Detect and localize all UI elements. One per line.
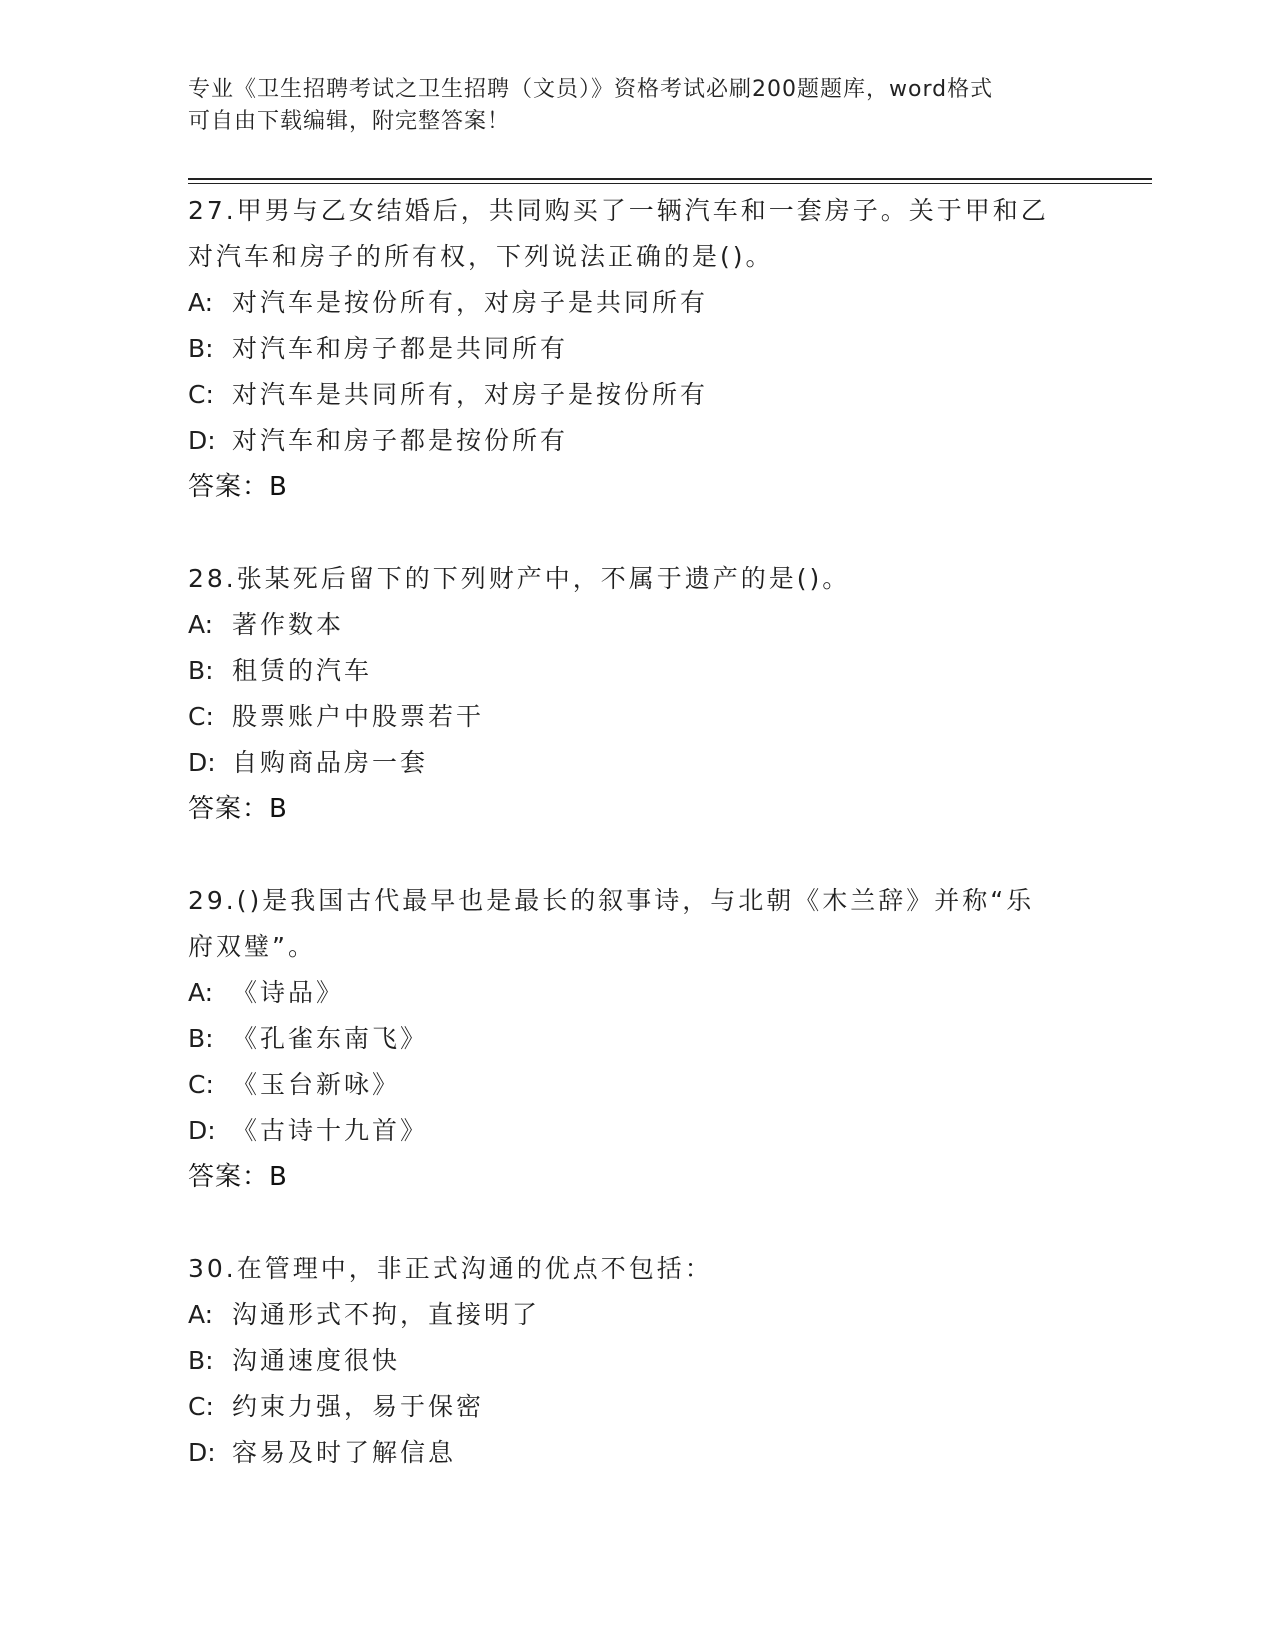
option-text: 股票账户中股票若干 — [232, 702, 485, 731]
stem-line: 对汽车和房子的所有权，下列说法正确的是()。 — [188, 242, 774, 271]
answer: 答案：B — [188, 1162, 288, 1192]
option-text: 对汽车是共同所有，对房子是按份所有 — [232, 380, 709, 409]
option-text: 约束力强，易于保密 — [232, 1392, 485, 1421]
option-letter: B: — [188, 656, 214, 685]
option-text: 《玉台新咏》 — [232, 1070, 401, 1099]
option-text: 沟通速度很快 — [232, 1346, 401, 1375]
answer: 答案：B — [188, 794, 288, 824]
option-text: 对汽车和房子都是按份所有 — [232, 426, 569, 455]
option-letter: C: — [188, 1392, 214, 1421]
option-letter: C: — [188, 380, 214, 409]
option-letter: C: — [188, 1070, 214, 1099]
question-spacer — [188, 1200, 1088, 1246]
question-stem — [188, 878, 1088, 970]
option-d — [188, 418, 1088, 464]
option-d — [188, 740, 1088, 786]
option-letter: B: — [188, 1024, 214, 1053]
header-line-2: 可自由下载编辑，附完整答案！ — [188, 109, 511, 134]
option-letter: D: — [188, 426, 216, 455]
option-text: 对汽车是按份所有，对房子是共同所有 — [232, 288, 709, 317]
option-letter: A: — [188, 978, 214, 1007]
question-list — [188, 188, 1088, 1476]
question-stem — [188, 556, 1088, 602]
option-a — [188, 1292, 1088, 1338]
answer: 答案：B — [188, 472, 288, 502]
question-stem — [188, 1246, 1088, 1292]
option-letter: A: — [188, 1300, 214, 1329]
question-spacer — [188, 510, 1088, 556]
option-a — [188, 970, 1088, 1016]
option-b — [188, 326, 1088, 372]
question-29 — [188, 878, 1088, 1200]
question-28 — [188, 556, 1088, 832]
option-letter: A: — [188, 288, 214, 317]
option-text: 自购商品房一套 — [232, 748, 429, 777]
option-b — [188, 1016, 1088, 1062]
option-b — [188, 648, 1088, 694]
stem-line: 27.甲男与乙女结婚后，共同购买了一辆汽车和一套房子。关于甲和乙 — [188, 196, 1049, 225]
option-text: 《古诗十九首》 — [232, 1116, 429, 1145]
question-spacer — [188, 832, 1088, 878]
option-c — [188, 372, 1088, 418]
question-27 — [188, 188, 1088, 510]
stem-line: 28.张某死后留下的下列财产中，不属于遗产的是()。 — [188, 564, 851, 593]
option-c — [188, 1384, 1088, 1430]
option-c — [188, 694, 1088, 740]
option-a — [188, 602, 1088, 648]
option-text: 《诗品》 — [232, 978, 345, 1007]
option-text: 沟通形式不拘，直接明了 — [232, 1300, 541, 1329]
option-letter: C: — [188, 702, 214, 731]
option-letter: A: — [188, 610, 214, 639]
option-a — [188, 280, 1088, 326]
header-divider-thin — [188, 183, 1152, 184]
stem-line: 30.在管理中，非正式沟通的优点不包括： — [188, 1254, 713, 1283]
option-letter: D: — [188, 1116, 216, 1145]
option-c — [188, 1062, 1088, 1108]
option-text: 容易及时了解信息 — [232, 1438, 457, 1467]
option-text: 对汽车和房子都是共同所有 — [232, 334, 569, 363]
question-stem — [188, 188, 1088, 280]
stem-line: 29.()是我国古代最早也是最长的叙事诗，与北朝《木兰辞》并称“乐 — [188, 886, 1035, 915]
option-d — [188, 1430, 1088, 1476]
stem-line: 府双璧”。 — [188, 932, 316, 961]
option-letter: B: — [188, 334, 214, 363]
option-b — [188, 1338, 1088, 1384]
header-line-1: 专业《卫生招聘考试之卫生招聘（文员）》资格考试必刷200题题库，word格式 — [188, 77, 994, 102]
header-divider-thick — [188, 178, 1152, 180]
question-30 — [188, 1246, 1088, 1476]
option-text: 租赁的汽车 — [232, 656, 373, 685]
option-letter: D: — [188, 748, 216, 777]
option-d — [188, 1108, 1088, 1154]
option-letter: D: — [188, 1438, 216, 1467]
document-header — [188, 74, 1088, 138]
option-letter: B: — [188, 1346, 214, 1375]
option-text: 著作数本 — [232, 610, 345, 639]
option-text: 《孔雀东南飞》 — [232, 1024, 429, 1053]
